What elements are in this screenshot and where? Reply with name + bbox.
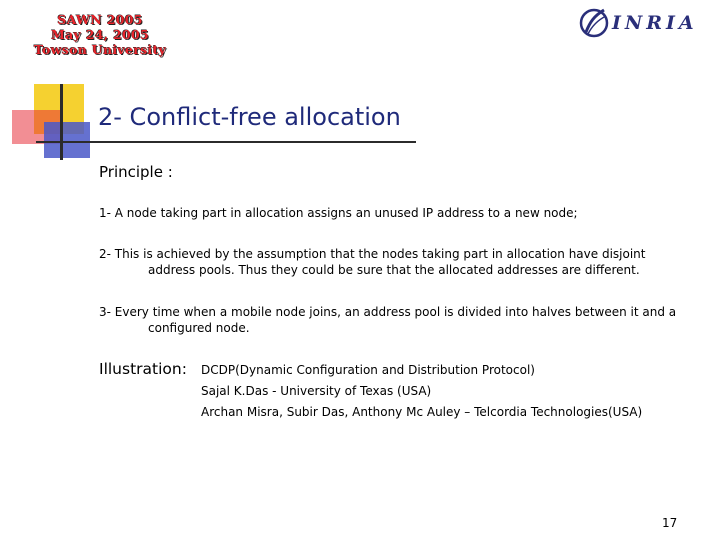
illustration-label: Illustration: [99,360,187,378]
illustration-line-2: Sajal K.Das - University of Texas (USA) [201,384,432,398]
point-3-line-1: 3- Every time when a mobile node joins, an address pool is divided into halves between it and a [99,305,677,319]
badge-line-3: Towson University [33,42,167,57]
logo-text: INRIA [612,12,698,34]
principle-label: Principle : [99,163,173,181]
point-3 [99,304,699,336]
point-1-text: 1- A node taking part in allocation assigns an unused IP address to a new node; [99,206,578,220]
illustration-line-1: DCDP(Dynamic Configuration and Distribution Protocol) [201,363,535,377]
badge-line-2: May 24, 2005 [50,27,150,42]
point-2-line-1: 2- This is achieved by the assumption that the nodes taking part in allocation have disjoint [99,247,646,261]
point-2-line-2: address pools. Thus they could be sure that the allocated addresses are different. [148,263,640,277]
title-underline [36,141,416,143]
inria-logo [578,4,708,42]
slide-title: 2- Conflict-free allocation [98,103,401,131]
badge-line-1: SAWN 2005 [57,12,143,27]
point-1 [99,205,699,221]
inria-swirl-icon [578,4,610,42]
page-number: 17 [662,516,678,530]
illustration-line-3: Archan Misra, Subir Das, Anthony Mc Auley – Telcordia Technologies(USA) [201,405,643,419]
point-3-line-2: configured node. [148,321,250,335]
decorative-squares [0,0,100,170]
point-2 [99,246,699,278]
